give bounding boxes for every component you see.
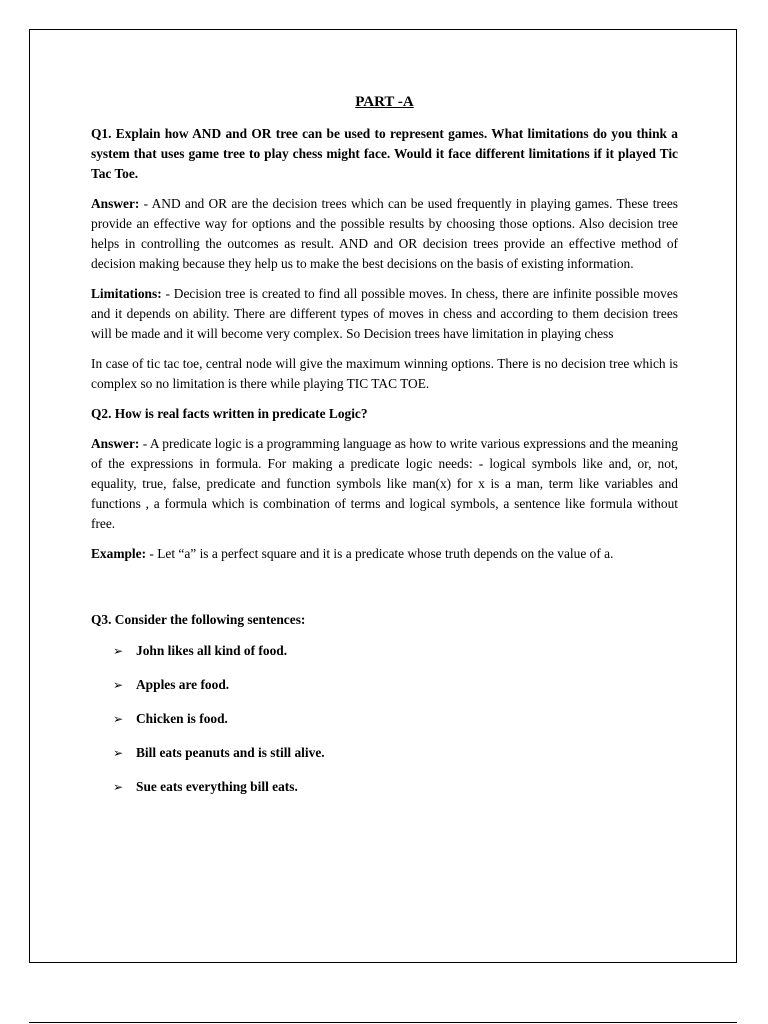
list-item: [91, 777, 678, 797]
q1-limitations-text: - Decision tree is created to find all possible moves. In chess, there are infinite possible moves and it depends on ability. There are different types of moves in chess and according to them decision trees will be made and it will become very complex. So Decision trees have limitation in playing chess: [91, 286, 678, 341]
arrow-bullet-icon: ➢: [113, 678, 124, 692]
list-item: [91, 743, 678, 763]
arrow-bullet-icon: ➢: [113, 644, 124, 658]
arrow-bullet-icon: ➢: [113, 780, 124, 794]
q1-answer-label: Answer:: [91, 196, 140, 211]
q2-example: [91, 544, 678, 564]
spacer: [91, 574, 678, 610]
q2-answer: [91, 434, 678, 534]
q1-answer: [91, 194, 678, 274]
q1-question: Q1. Explain how AND and OR tree can be used to represent games. What limitations do you think a system that uses game tree to play chess might face. Would it face different limitations if it played Tic Tac Toe.: [91, 126, 678, 181]
list-item: [91, 709, 678, 729]
q1-limitations: [91, 284, 678, 344]
arrow-bullet-icon: ➢: [113, 746, 124, 760]
list-item-text: Bill eats peanuts and is still alive.: [136, 745, 325, 760]
list-item-text: Chicken is food.: [136, 711, 228, 726]
arrow-bullet-icon: ➢: [113, 712, 124, 726]
list-item-text: John likes all kind of food.: [136, 643, 288, 658]
q2-example-label: Example:: [91, 546, 147, 561]
list-item: [91, 641, 678, 661]
q1-tictactoe: In case of tic tac toe, central node will give the maximum winning options. There is no decision tree which is complex so no limitation is there while playing TIC TAC TOE.: [91, 356, 678, 391]
document-body: [91, 91, 678, 811]
page-title: PART -A: [355, 94, 414, 110]
q2-example-text: - Let “a” is a perfect square and it is a predicate whose truth depends on the value of a.: [146, 546, 614, 561]
list-item-text: Apples are food.: [136, 677, 230, 692]
q1-answer-text: - AND and OR are the decision trees which can be used frequently in playing games. These trees provide an effective way for options and the possible results by choosing those options. Also decision tree helps in controlling the outcomes as result. AND and OR decision trees provide an effective method of decision making because they help us to make the best decisions on the basis of existing information.: [91, 196, 678, 271]
q2-answer-text: - A predicate logic is a programming language as how to write various expressions and the meaning of the expressions in formula. For making a predicate logic needs: - logical symbols like and, or, not, equality, true, false, predicate and function symbols like man(x) for x is a man, term like variables and functions , a formula which is combination of terms and logical symbols, a sentence like formula without free.: [91, 436, 678, 531]
footer-rule: [29, 1022, 737, 1023]
q3-sentence-list: [91, 641, 678, 797]
list-item: [91, 675, 678, 695]
list-item-text: Sue eats everything bill eats.: [136, 779, 298, 794]
q2-question: Q2. How is real facts written in predicate Logic?: [91, 406, 368, 421]
q1-limitations-label: Limitations:: [91, 286, 162, 301]
q3-question: Q3. Consider the following sentences:: [91, 612, 306, 627]
q2-answer-label: Answer:: [91, 436, 140, 451]
